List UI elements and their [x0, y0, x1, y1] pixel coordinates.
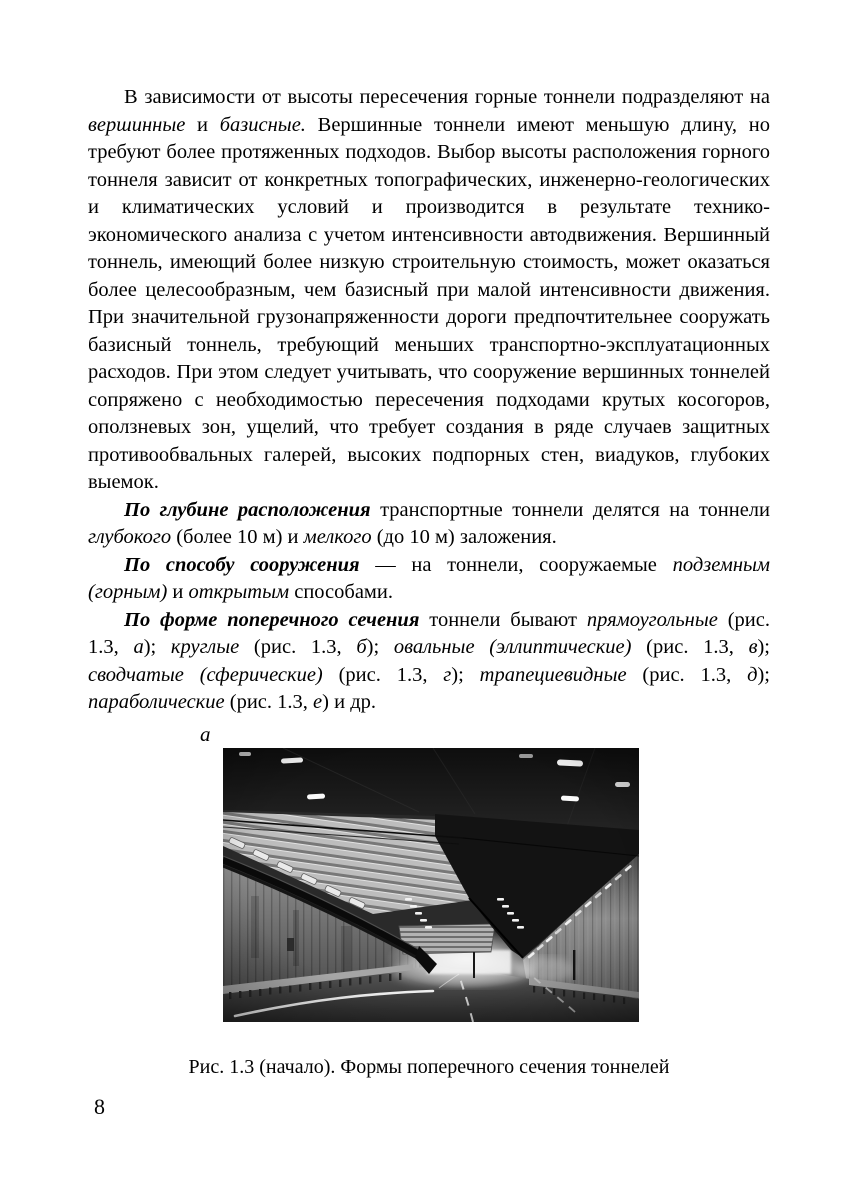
- figure-caption: Рис. 1.3 (начало). Формы поперечного сечения тоннелей: [188, 1056, 670, 1078]
- text-run: параболические: [88, 691, 225, 713]
- text-run: и: [167, 581, 189, 603]
- text-run: мелкого: [303, 526, 372, 548]
- paragraph-by-cross-section: [88, 607, 770, 717]
- text-run: );: [757, 636, 771, 658]
- tunnel-photo-graphic: [223, 748, 639, 1022]
- text-run: подземным: [672, 553, 770, 576]
- text-run: открытым: [188, 581, 290, 603]
- text-run: глубокого: [88, 526, 172, 548]
- text-run: е: [313, 691, 323, 713]
- text-run: Вершинные тоннели имеют меньшую длину, но требуют более протяженных подходов. Выбор высоты расположения горного тоннеля зависит от конкретных топографических, инженерно-геологических и климатических условий и производится в результате технико-экономического анализа с учетом интенсивности автодвижения. Вершинный тоннель, имеющий более низкую строительную стоимость, может оказаться более целесообразным, чем базисный при малой интенсивности движения. При значительной грузонапряженности дороги предпочтительнее сооружать базисный тоннель, требующий меньших транспортно-эксплуатационных расходов. При этом следует учитывать, что сооружение вершинных тоннелей сопряжено с необходимостью пересечения подходами крутых косогоров, оползневых зон, ущелий, что требует создания в ряде случаев защитных противообвальных галерей, высоких подпорных стен, виадуков, глубоких выемок.: [88, 113, 770, 493]
- text-run: (более 10 м) и: [171, 526, 304, 548]
- text-run: тоннели бывают: [419, 608, 587, 631]
- text-run: );: [143, 636, 171, 658]
- text-run: ) и др.: [322, 691, 376, 713]
- text-run: По форме поперечного сечения: [124, 608, 420, 631]
- paragraph-by-depth: [88, 497, 770, 552]
- text-run: базисные.: [219, 113, 306, 136]
- text-run: (рис. 1.3,: [626, 663, 748, 686]
- text-run: транспортные тоннели делятся на тоннели: [370, 498, 770, 521]
- text-run: По глубине расположения: [124, 498, 371, 521]
- text-run: (рис. 1.3,: [322, 663, 444, 686]
- text-run: (рис. 1.3,: [224, 691, 314, 713]
- text-run: овальные (эллиптические): [393, 636, 632, 658]
- text-run: );: [451, 663, 480, 686]
- body-text: [88, 84, 770, 717]
- text-run: в: [748, 636, 758, 658]
- text-run: По способу сооружения: [124, 553, 360, 576]
- text-run: трапециевидные: [479, 663, 627, 686]
- text-run: г: [443, 663, 452, 686]
- text-run: сводчатые (сферические): [88, 663, 323, 686]
- text-run: (до 10 м) заложения.: [371, 526, 557, 548]
- text-run: способами.: [289, 581, 393, 603]
- text-run: (рис. 1.3,: [631, 636, 749, 658]
- text-run: круглые: [170, 636, 240, 658]
- text-run: (рис. 1.3,: [88, 608, 770, 658]
- text-run: (горным): [88, 581, 168, 603]
- text-run: прямоугольные: [586, 608, 718, 631]
- page-number: 8: [94, 1094, 105, 1119]
- text-run: );: [757, 663, 770, 686]
- text-run: );: [366, 636, 394, 658]
- text-run: — на тоннели, сооружаемые: [359, 553, 673, 576]
- tunnel-photo: [223, 748, 639, 1022]
- figure-sub-label: а: [200, 722, 211, 746]
- text-run: б: [356, 636, 367, 658]
- text-run: д: [747, 663, 758, 686]
- text-run: (рис. 1.3,: [239, 636, 357, 658]
- text-run: В зависимости от высоты пересечения горные тоннели подразделяют на: [124, 86, 770, 108]
- paragraph-intro: [88, 84, 770, 497]
- text-run: вершинные: [88, 113, 186, 136]
- paragraph-by-method: [88, 552, 770, 607]
- text-run: а: [133, 636, 144, 658]
- text-run: и: [185, 113, 220, 136]
